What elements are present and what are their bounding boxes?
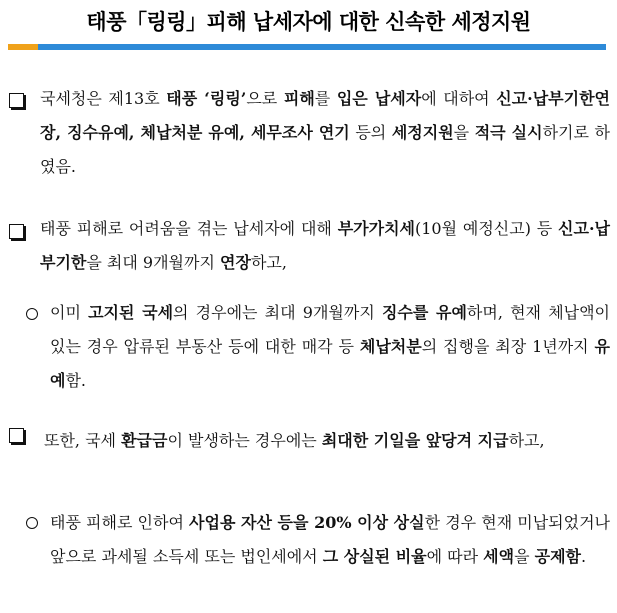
emphasized-text: 신고·납부기한 xyxy=(40,219,610,272)
emphasized-text: 세액 xyxy=(483,547,515,566)
body-text: 이미 xyxy=(50,303,89,322)
body-text: 의 집행을 최장 1년까지 xyxy=(421,337,595,356)
bullet-text xyxy=(40,82,610,184)
body-text: 에 대하여 xyxy=(421,89,497,108)
emphasized-text: 입은 납세자 xyxy=(336,89,422,108)
sub-item-text xyxy=(50,506,610,574)
title-accent-bar-orange xyxy=(8,44,38,50)
body-text: 를 xyxy=(314,89,337,108)
box-bullet-icon xyxy=(9,224,24,239)
body-text: 을 xyxy=(514,547,535,566)
body-text: 을 xyxy=(453,123,475,142)
emphasized-text: 신고·납부기한연장, 징수유예, 체납처분 유예, 세무조사 연기 xyxy=(40,89,610,142)
emphasized-text: 고지된 국세 xyxy=(88,303,174,322)
body-text: . xyxy=(581,547,587,566)
circle-bullet-icon xyxy=(26,308,38,320)
emphasized-text: 최대한 기일을 앞당겨 지급 xyxy=(321,431,509,450)
body-text: 이 발생하는 경우에는 xyxy=(167,431,322,450)
body-text: 태풍 피해로 인하여 xyxy=(50,513,190,532)
body-text: 하고, xyxy=(508,431,545,450)
body-text: 으로 xyxy=(246,89,284,108)
bullet-text xyxy=(40,212,610,280)
emphasized-text: 연장 xyxy=(220,253,251,272)
body-text: 등의 xyxy=(349,123,392,142)
body-text: (10월 예정신고) 등 xyxy=(414,219,559,238)
document-title: 태풍「링링」피해 납세자에 대한 신속한 세정지원 xyxy=(86,10,531,34)
bullet-text xyxy=(44,424,610,458)
body-text: 하기로 하였음. xyxy=(40,123,610,176)
bullet-item-1 xyxy=(40,82,610,184)
emphasized-text: 징수를 유예 xyxy=(381,303,467,322)
sub-item-text xyxy=(50,296,610,398)
emphasized-text: 태풍 ‘링링’ xyxy=(166,89,247,108)
body-text: 국세청은 제13호 xyxy=(40,89,167,108)
body-text: 에 따라 xyxy=(426,547,484,566)
bullet-item-3 xyxy=(44,424,610,458)
body-text: 또한, 국세 xyxy=(44,431,122,450)
title-accent-bar-blue xyxy=(38,44,606,50)
emphasized-text: 환급금 xyxy=(121,431,168,450)
body-text: 하며, 현재 체납액이 있는 경우 압류된 부동산 등에 대한 매각 등 xyxy=(50,303,611,356)
body-text: 태풍 피해로 어려움을 겪는 납세자에 대해 xyxy=(40,219,338,238)
body-text: 하고, xyxy=(250,253,287,272)
sub-item-2 xyxy=(50,506,610,574)
emphasized-text: 사업용 자산 등을 20% 이상 상실 xyxy=(189,513,425,532)
body-text: 한 경우 현재 미납되었거나 앞으로 과세될 소득세 또는 법인세에서 xyxy=(50,513,611,566)
sub-item-1 xyxy=(50,296,610,398)
box-bullet-icon xyxy=(9,93,24,108)
circle-bullet-icon xyxy=(26,517,38,529)
emphasized-text: 유예 xyxy=(50,337,610,390)
emphasized-text: 피해 xyxy=(283,89,315,108)
emphasized-text: 그 상실된 비율 xyxy=(322,547,427,566)
emphasized-text: 부가가치세 xyxy=(337,219,415,238)
bullet-item-2 xyxy=(40,212,610,280)
emphasized-text: 공제함 xyxy=(534,547,582,566)
emphasized-text: 세정지원 xyxy=(391,123,454,142)
emphasized-text: 체납처분 xyxy=(359,337,422,356)
body-text: 함. xyxy=(65,371,87,390)
body-text: 을 최대 9개월까지 xyxy=(86,253,221,272)
body-text: 의 경우에는 최대 9개월까지 xyxy=(173,303,382,322)
emphasized-text: 적극 실시 xyxy=(474,123,543,142)
box-bullet-icon xyxy=(9,428,24,443)
